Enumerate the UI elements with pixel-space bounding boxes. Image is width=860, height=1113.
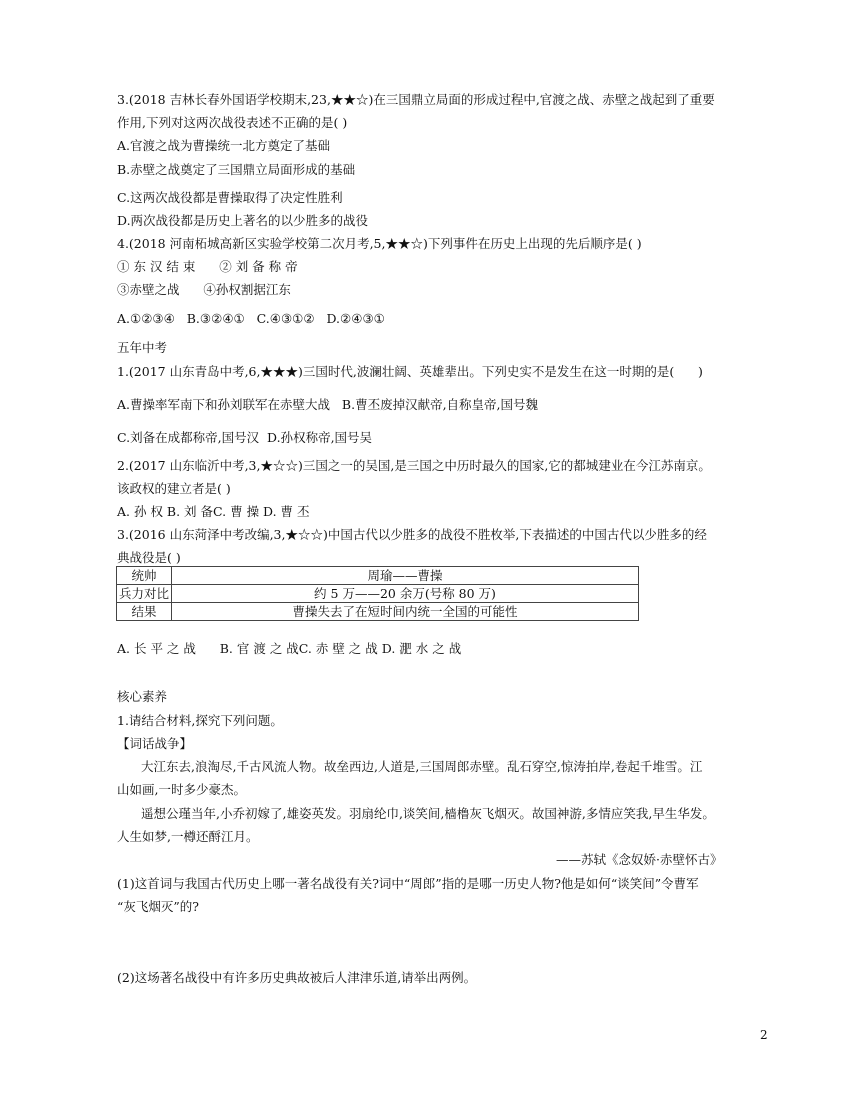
poem-line-2: 山如画,一时多少豪杰。 [117,782,246,797]
question-3-option-b: B.赤壁之战奠定了三国鼎立局面形成的基础 [117,162,356,177]
table-header-cell: 统帅 [117,567,172,585]
core-question-1-sub-1-line1: (1)这首词与我国古代历史上哪一著名战役有关?词中“周郎”指的是哪一历史人物?他是如何“谈笑间”令曹军 [117,876,699,891]
table-value-cell: 周瑜——曹操 [172,567,639,585]
table-value-cell: 曹操失去了在短时间内统一全国的可能性 [172,603,639,621]
past-question-3-intro: 3.(2016 山东菏泽中考改编,3,★☆☆)中国古代以少胜多的战役不胜枚举,下表描述的中国古代以少胜多的经 [117,527,707,542]
question-4-events-line2: ③赤壁之战 ④孙权割据江东 [117,282,291,297]
table-row [117,567,639,585]
question-3-intro: 3.(2018 吉林长春外国语学校期末,23,★★☆)在三国鼎立局面的形成过程中,官渡之战、赤壁之战起到了重要 [117,92,715,107]
past-question-1-options-line2: C.刘备在成都称帝,国号汉 D.孙权称帝,国号吴 [117,430,373,445]
question-3-option-d: D.两次战役都是历史上著名的以少胜多的战役 [117,213,369,228]
table-header-cell: 兵力对比 [117,585,172,603]
core-question-1-sub-1-line2: “灰飞烟灭”的? [117,899,199,914]
past-question-1-intro: 1.(2017 山东青岛中考,6,★★★)三国时代,波澜壮阔、英雄辈出。下列史实不是发生在这一时期的是( ) [117,364,703,379]
poem-source: ——苏轼《念奴娇·赤壁怀古》 [556,852,723,867]
past-question-2-intro-cont: 该政权的建立者是( ) [117,481,231,496]
page-number: 2 [760,1028,768,1042]
question-4-events-line1: ① 东 汉 结 束 ② 刘 备 称 帝 [117,259,298,274]
past-question-1-options-line1: A.曹操率军南下和孙刘联军在赤壁大战 B.曹丕废掉汉献帝,自称皇帝,国号魏 [117,397,539,412]
poem-line-3: 遥想公瑾当年,小乔初嫁了,雄姿英发。羽扇纶巾,谈笑间,樯橹灰飞烟灭。故国神游,多情应笑我,早生华发。 [141,806,715,821]
question-4-intro: 4.(2018 河南柘城高新区实验学校第二次月考,5,★★☆)下列事件在历史上出现的先后顺序是( ) [117,236,642,251]
poem-line-1: 大江东去,浪淘尽,千古风流人物。故垒西边,人道是,三国周郎赤壁。乱石穿空,惊涛拍岸,卷起千堆雪。江 [141,759,703,774]
poem-line-4: 人生如梦,一樽还酹江月。 [117,829,259,844]
past-question-3-intro-cont: 典战役是( ) [117,550,181,565]
table-row [117,603,639,621]
past-question-2-options: A. 孙 权 B. 刘 备C. 曹 操 D. 曹 丕 [117,504,310,519]
table-row [117,585,639,603]
question-4-options: A.①②③④ B.③②④① C.④③①② D.②④③① [117,311,385,326]
past-question-3-options: A. 长 平 之 战 B. 官 渡 之 战C. 赤 壁 之 战 D. 淝 水 之 战 [117,641,462,656]
table-value-cell: 约 5 万——20 余万(号称 80 万) [172,585,639,603]
question-3-option-a: A.官渡之战为曹操统一北方奠定了基础 [117,138,331,153]
question-3-option-c: C.这两次战役都是曹操取得了决定性胜利 [117,190,343,205]
core-question-1-intro: 1.请结合材料,探究下列问题。 [117,713,283,728]
core-question-1-tag: 【词话战争】 [117,736,193,751]
question-3-intro-cont: 作用,下列对这两次战役表述不正确的是( ) [117,115,348,130]
core-question-1-sub-2: (2)这场著名战役中有许多历史典故被后人津津乐道,请举出两例。 [117,970,477,985]
section-heading-five-year: 五年中考 [117,340,168,355]
section-heading-core: 核心素养 [117,689,168,704]
battle-info-table [116,566,639,621]
table-header-cell: 结果 [117,603,172,621]
past-question-2-intro: 2.(2017 山东临沂中考,3,★☆☆)三国之一的吴国,是三国之中历时最久的国家,它的都城建业在今江苏南京。 [117,458,711,473]
